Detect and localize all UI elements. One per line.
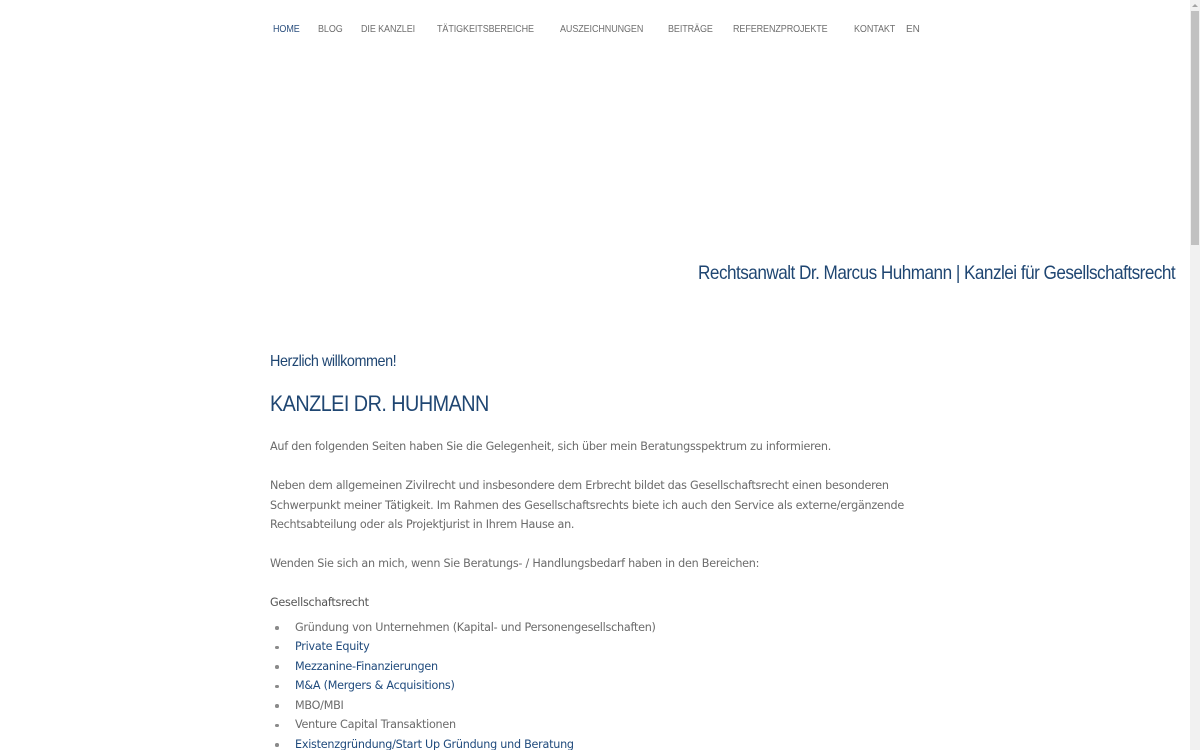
intro-paragraph: Auf den folgenden Seiten haben Sie die Gelegenheit, sich über mein Beratungsspektrum zu informieren. — [270, 440, 832, 453]
section-heading-gesellschaftsrecht: Gesellschaftsrecht — [270, 596, 369, 609]
page-title: KANZLEI DR. HUHMANN — [270, 391, 489, 416]
link-m-and-a[interactable]: M&A (Mergers & Acquisitions) — [295, 679, 455, 692]
nav-item-blog[interactable]: BLOG — [318, 24, 343, 35]
nav-item-taetigkeitsbereiche[interactable]: TÄTIGKEITSBEREICHE — [436, 24, 534, 35]
link-mezzanine-finanzierungen[interactable]: Mezzanine-Finanzierungen — [295, 659, 438, 673]
list-item: Venture Capital Transaktionen — [295, 715, 920, 735]
focus-paragraph: Neben dem allgemeinen Zivilrecht und insbesondere dem Erbrecht bildet das Gesellschaftsrecht einen besonderen Schwerpunkt meiner Tätigkeit. Im Rahmen des Gesellschaftsrechts biete ich auch den Service als externe/ergänzende Rechtsabteilung oder als Projektjurist in Ihrem Hause an. — [270, 479, 904, 531]
welcome-heading: Herzlich willkommen! — [270, 353, 397, 370]
list-item: Gründung von Unternehmen (Kapital- und Personengesellschaften) — [295, 618, 920, 638]
main-content — [270, 350, 920, 750]
list-item — [295, 676, 920, 696]
practice-area-list — [270, 618, 920, 750]
nav-item-referenzprojekte[interactable]: REFERENZPROJEKTE — [732, 24, 828, 35]
list-item — [295, 657, 920, 677]
nav-item-kontakt[interactable]: KONTAKT — [853, 24, 895, 35]
contact-paragraph: Wenden Sie sich an mich, wenn Sie Beratungs- / Handlungsbedarf haben in den Bereichen: — [270, 557, 760, 570]
nav-item-home[interactable]: HOME — [273, 24, 300, 35]
vertical-scrollbar[interactable] — [1190, 0, 1200, 750]
nav-item-beitraege[interactable]: BEITRÄGE — [667, 24, 713, 35]
main-nav — [273, 24, 915, 35]
link-existenzgruendung[interactable]: Existenzgründung/Start Up Gründung und Beratung — [295, 737, 574, 750]
nav-item-auszeichnungen[interactable]: AUSZEICHNUNGEN — [559, 24, 643, 35]
link-private-equity[interactable]: Private Equity — [295, 640, 370, 653]
nav-item-die-kanzlei[interactable]: DIE KANZLEI — [361, 24, 416, 35]
language-switch-en[interactable]: EN — [906, 24, 920, 35]
scroll-up-arrow-icon[interactable] — [1190, 0, 1200, 10]
site-tagline: Rechtsanwalt Dr. Marcus Huhmann | Kanzlei für Gesellschaftsrecht — [697, 262, 1175, 284]
scrollbar-thumb[interactable] — [1191, 11, 1199, 245]
list-item — [295, 637, 920, 657]
list-item: MBO/MBI — [295, 696, 920, 716]
list-item — [295, 735, 920, 750]
